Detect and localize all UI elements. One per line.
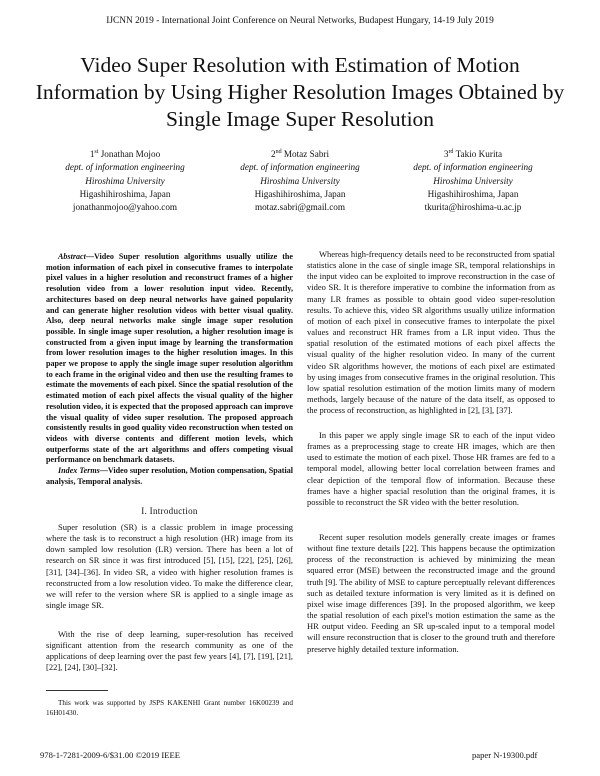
- section-heading: I. Introduction: [141, 506, 198, 516]
- author-dept: dept. of information engineering: [413, 162, 533, 173]
- intro-paragraph-1: Super resolution (SR) is a classic problem in image processing where the task is to reconstruct a high resolution (HR) image from its down sampled low resolution (LR) version. There has been a lot of research on SR since it was first introduced [5], [15], [22], [25], [26], [31], [34]–[36]. In video SR, a video with higher resolution frames is reconstructed from a low resolution video. To make the difference clear, we will refer to the version where SR is applied to a single image as single image SR.: [46, 522, 293, 611]
- right-paragraph-1: Whereas high-frequency details need to be reconstructed from spatial statistics alone in the case of single image SR, temporal relationships in the input video can be exploited to improve reconstruction in the case of video SR. It is therefore imperative to combine the information from as many LR frames as possible to obtain good video super-resolution results. To achieve this, video SR algorithms usually utilize information of motion of each pixel in consecutive frames to interpolate the pixel values and reconstruct HR frames from a LR input video. Thus the spatial resolution of the estimated motions of each pixel affects the visual quality of the higher resolution video. In many of the current video SR algorithms however, the motions of each pixel are estimated by using images from consecutive frames in the original resolution. This low spatial resolution estimation of the motion limits many of modern methods, largely because of the nature of the data itself, as opposed to the process of reconstruction, as highlighted in [2], [3], [37].: [307, 249, 556, 416]
- paper-title: Video Super Resolution with Estimation of Motion Information by Using Higher Resolution Images Obtained by Single Image Super Resolution: [35, 53, 565, 131]
- author-1: [40, 146, 210, 215]
- author-univ: Hiroshima University: [433, 175, 513, 186]
- abstract-text: —Video Super resolution algorithms usually utilize the motion information of each pixel in consecutive frames to interpolate pixel values in a higher resolution and reconstruct frames of a higher resolution video from a lower resolution input video. Recently, architectures based on deep neural networks have gained popularity and can generate higher resolution videos with better visual quality. Also, deep neural networks make single image super resolution possible. In single image super resolution, a higher resolution image is constructed from a given input image by learning the transformation from lower resolution images to the higher resolution images. In this paper we propose to apply the single image super resolution algorithm to each frame in the original video and then use the resulting frames to estimate the movements of each pixel. Since the spatial resolution of the estimated motion of each pixel affects the visual quality of the higher resolution video, it is expected that the proposed approach can improve the visual quality of video super resolution. The proposed approach consistently results in good quality video reconstruction when tested on videos with diverse contents and different motion levels, which outperforms state of the art algorithms and offers competing visual performance on benchmark datasets.: [46, 252, 293, 465]
- author-city: Higashihiroshima, Japan: [254, 188, 346, 199]
- author-city: Higashihiroshima, Japan: [427, 188, 519, 199]
- author-univ: Hiroshima University: [260, 175, 340, 186]
- author-city: Higashihiroshima, Japan: [79, 188, 171, 199]
- footer-copyright: 978-1-7281-2009-6/$31.00 ©2019 IEEE: [40, 750, 180, 760]
- author-name: 3rd Takio Kurita: [443, 149, 503, 160]
- index-terms-label: Index Terms: [58, 466, 100, 475]
- footnote-rule: [46, 690, 108, 691]
- author-univ: Hiroshima University: [85, 175, 165, 186]
- conference-header: IJCNN 2019 - International Joint Conference on Neural Networks, Budapest Hungary, 14-19 July 2019: [106, 16, 494, 26]
- footnote: This work was supported by JSPS KAKENHI Grant number 16K00239 and 16H01430.: [46, 699, 293, 717]
- author-3: [388, 146, 558, 215]
- author-email: motaz.sabri@gmail.com: [254, 202, 346, 213]
- author-name: 1st Jonathan Mojoo: [89, 149, 161, 160]
- author-name: 2nd Motaz Sabri: [270, 149, 330, 160]
- intro-paragraph-2: With the rise of deep learning, super-resolution has received significant attention from the research community as one of the applications of deep learning over the past few years [4], [7], [19], [21], [22], [24], [30]–[32].: [46, 629, 293, 673]
- author-email: tkurita@hiroshima-u.ac.jp: [424, 202, 522, 213]
- author-2: [215, 146, 385, 215]
- abstract-label: Abstract: [58, 252, 86, 261]
- footer-paper-id: paper N-19300.pdf: [472, 750, 538, 760]
- author-email: jonathanmojoo@yahoo.com: [72, 202, 178, 213]
- index-terms-text: —Video super resolution, Motion compensation, Spatial analysis, Temporal analysis.: [46, 466, 293, 486]
- author-dept: dept. of information engineering: [65, 162, 185, 173]
- author-dept: dept. of information engineering: [240, 162, 360, 173]
- abstract: [46, 252, 293, 466]
- right-paragraph-3: Recent super resolution models generally create images or frames without fine texture details [22]. This happens because the optimization process of the reconstruction is achieved by minimizing the mean squared error (MSE) between the reconstructed image and the ground truth [9]. The ability of MSE to capture perceptually relevant differences such as detailed texture information is very limited as it is defined on pixel wise image differences [39]. In the proposed algorithm, we keep the spatial resolution of each pixel's motion estimation the same as the HR output video. Feeding an SR up-scaled input to a temporal model will ensure reconstruction that is closer to the ground truth and therefore preserve highly detailed texture information.: [307, 532, 555, 654]
- index-terms: [46, 466, 293, 487]
- right-paragraph-2: In this paper we apply single image SR to each of the input video frames as a preprocessing stage to create HR images, which are then used to estimate the motion of each pixel. Those HR frames are fed to a temporal model, allowing better local correlation between frames and clear depiction of the temporal flow of information. Because these frames have a higher spacial resolution than the original frames, it is possible to reconstruct the SR video with the better resolution.: [307, 430, 555, 507]
